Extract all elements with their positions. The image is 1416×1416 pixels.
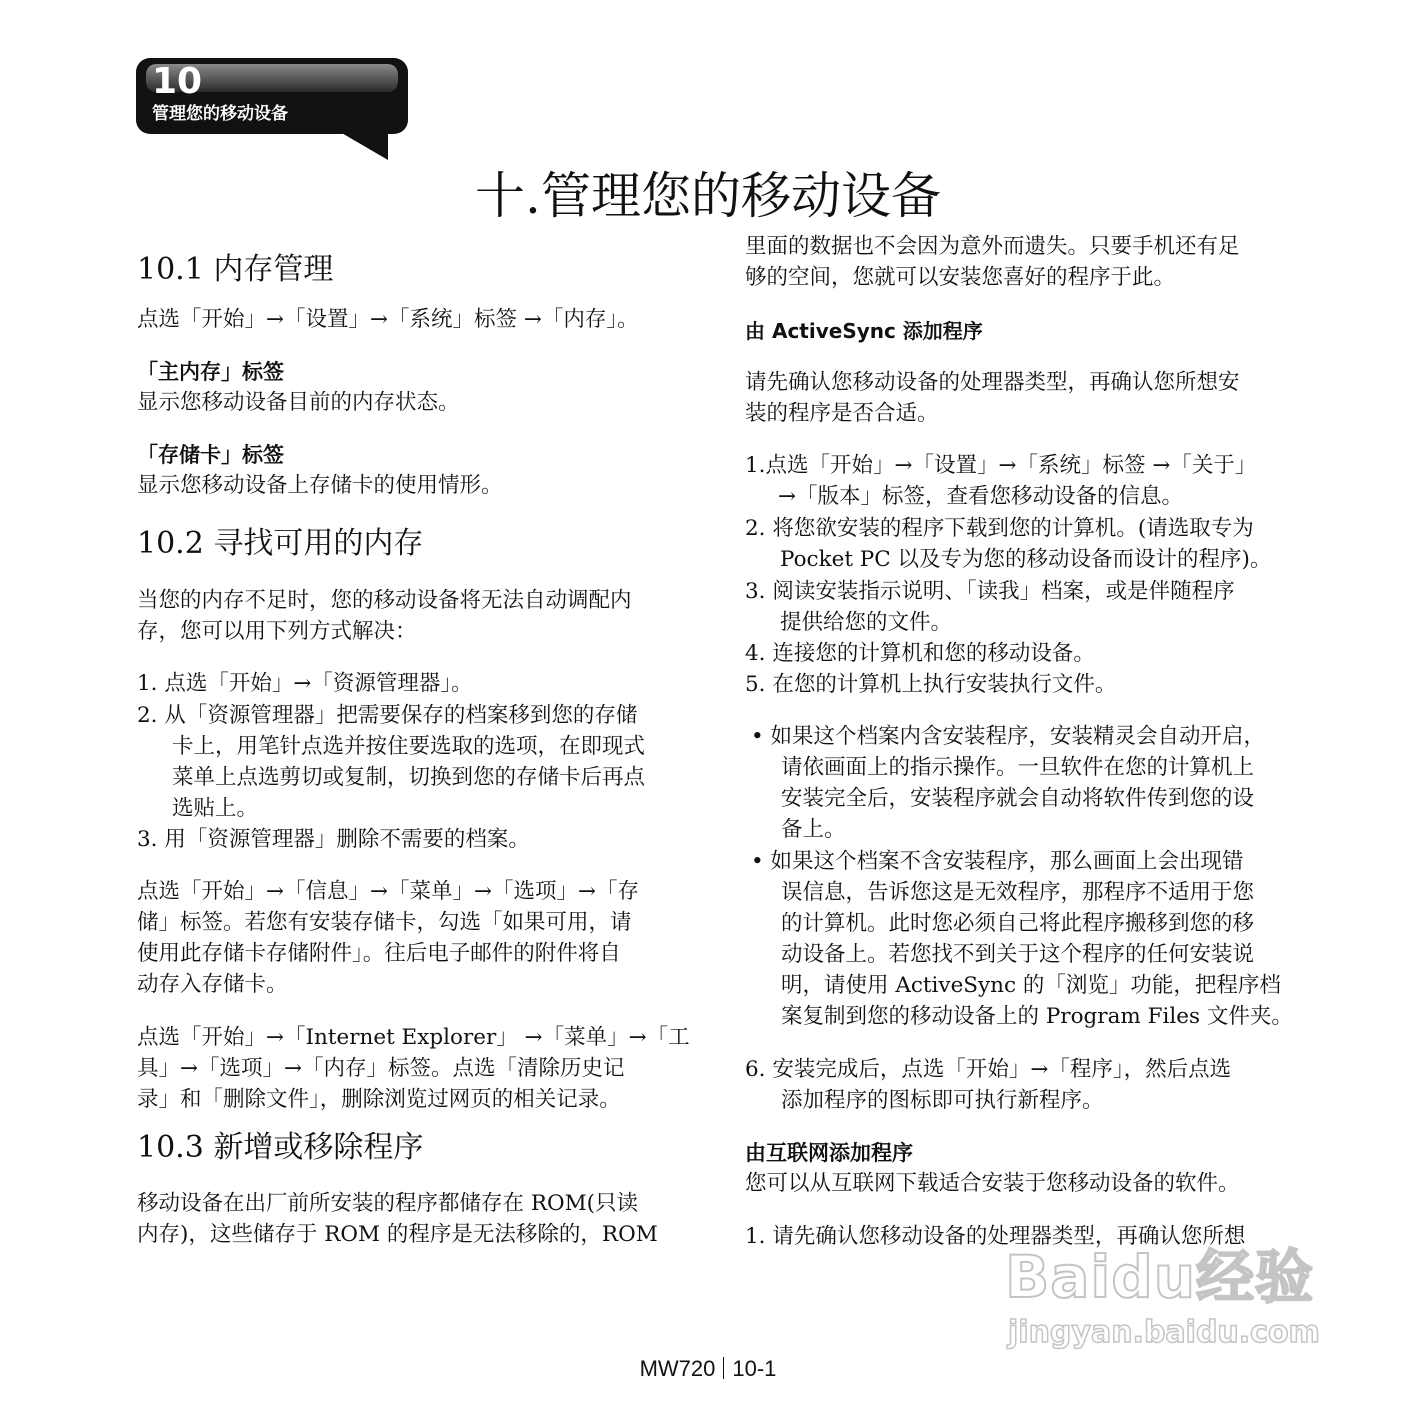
paragraph: 点选「开始」→「设置」→「系统」标签 →「内存」。	[137, 307, 639, 332]
list-item: 3. 阅读安装指示说明、「读我」档案，或是伴随程序	[745, 579, 1235, 604]
chapter-tab-tail	[340, 132, 388, 160]
list-item-cont: 选贴上。	[172, 796, 259, 821]
list-item-cont: →「版本」标签，查看您移动设备的信息。	[778, 484, 1184, 509]
footer-separator	[723, 1357, 724, 1379]
list-item: 2. 从「资源管理器」把需要保存的档案移到您的存储	[137, 703, 638, 728]
bullet-item-cont: 的计算机。此时您必须自己将此程序搬移到您的移	[781, 911, 1255, 936]
bullet-item-cont: 备上。	[781, 817, 846, 842]
page-title: 十.管理您的移动设备	[475, 167, 941, 225]
section-heading-10-2: 10.2 寻找可用的内存	[137, 526, 424, 561]
bullet-item-cont: 动设备上。若您找不到关于这个程序的任何安装说	[781, 942, 1255, 967]
list-item-cont: 卡上，用笔针点选并按住要选取的选项，在即现式	[172, 734, 646, 759]
list-item: 5. 在您的计算机上执行安装执行文件。	[745, 672, 1117, 697]
list-item: 2. 将您欲安装的程序下载到您的计算机。(请选取专为	[745, 516, 1254, 541]
watermark-logo: Baidu经验	[1005, 1243, 1315, 1311]
list-item-cont: 添加程序的图标即可执行新程序。	[781, 1088, 1104, 1113]
chapter-number: 10	[152, 61, 203, 102]
watermark-url: jingyan.baidu.com	[1008, 1315, 1320, 1350]
list-item-cont: Pocket PC 以及专为您的移动设备而设计的程序)。	[780, 547, 1272, 572]
chapter-tab-title: 管理您的移动设备	[152, 104, 288, 124]
subheading-internet: 由互联网添加程序	[745, 1141, 913, 1165]
bullet-item-cont: 明，请使用 ActiveSync 的「浏览」功能，把程序档	[781, 973, 1281, 998]
subheading-storage-card: 「存储卡」标签	[137, 443, 284, 467]
paragraph-line: 移动设备在出厂前所安装的程序都储存在 ROM(只读	[137, 1191, 639, 1216]
subheading-activesync: 由 ActiveSync 添加程序	[745, 319, 983, 343]
bullet-item-cont: 请依画面上的指示操作。一旦软件在您的计算机上	[781, 755, 1255, 780]
paragraph: 显示您移动设备目前的内存状态。	[137, 390, 460, 415]
bullet-item-cont: 案复制到您的移动设备上的 Program Files 文件夹。	[781, 1004, 1293, 1029]
list-item: 4. 连接您的计算机和您的移动设备。	[745, 641, 1095, 666]
paragraph-line: 动存入存储卡。	[137, 972, 288, 997]
bullet-item-cont: 安装完全后，安装程序就会自动将软件传到您的设	[781, 786, 1255, 811]
section-heading-10-1: 10.1 内存管理	[137, 252, 334, 287]
section-heading-10-3: 10.3 新增或移除程序	[137, 1130, 424, 1165]
paragraph-line: 点选「开始」→「Internet Explorer」 →「菜单」→「工	[137, 1025, 690, 1050]
page-footer	[0, 1356, 1416, 1382]
paragraph-line: 当您的内存不足时，您的移动设备将无法自动调配内	[137, 588, 632, 613]
paragraph-line: 里面的数据也不会因为意外而遗失。只要手机还有足	[745, 234, 1240, 259]
list-item: 1.点选「开始」→「设置」→「系统」标签 →「关于」	[745, 453, 1257, 478]
paragraph: 您可以从互联网下载适合安装于您移动设备的软件。	[745, 1171, 1240, 1196]
paragraph-line: 储」标签。若您有安装存储卡，勾选「如果可用，请	[137, 910, 632, 935]
paragraph-line: 点选「开始」→「信息」→「菜单」→「选项」→「存	[137, 879, 640, 904]
paragraph-line: 请先确认您移动设备的处理器类型，再确认您所想安	[745, 370, 1240, 395]
paragraph-line: 录」和「删除文件」，删除浏览过网页的相关记录。	[137, 1087, 621, 1112]
list-item: 6. 安装完成后，点选「开始」→「程序」，然后点选	[745, 1057, 1232, 1082]
paragraph-line: 具」→「选项」→「内存」标签。点选「清除历史记	[137, 1056, 625, 1081]
bullet-item-cont: 误信息，告诉您这是无效程序，那程序不适用于您	[781, 880, 1255, 905]
paragraph: 显示您移动设备上存储卡的使用情形。	[137, 473, 503, 498]
list-item-cont: 提供给您的文件。	[780, 610, 953, 635]
subheading-main-memory: 「主内存」标签	[137, 360, 284, 384]
list-item-cont: 菜单上点选剪切或复制，切换到您的存储卡后再点	[172, 765, 646, 790]
paragraph-line: 使用此存储卡存储附件」。往后电子邮件的附件将自	[137, 941, 621, 966]
bullet-item: • 如果这个档案不含安装程序，那么画面上会出现错	[751, 849, 1244, 874]
paragraph-line: 存，您可以用下列方式解决：	[137, 619, 417, 644]
paragraph-line: 内存)，这些储存于 ROM 的程序是无法移除的，ROM	[137, 1222, 658, 1247]
paragraph-line: 够的空间，您就可以安装您喜好的程序于此。	[745, 265, 1176, 290]
list-item: 1. 请先确认您移动设备的处理器类型，再确认您所想	[745, 1224, 1246, 1249]
footer-page-number: 10-1	[732, 1356, 777, 1381]
footer-model: MW720	[639, 1356, 716, 1381]
bullet-item: • 如果这个档案内含安装程序，安装精灵会自动开启，	[751, 724, 1266, 749]
paragraph-line: 装的程序是否合适。	[745, 401, 939, 426]
list-item: 3. 用「资源管理器」删除不需要的档案。	[137, 827, 530, 852]
list-item: 1. 点选「开始」→「资源管理器」。	[137, 671, 473, 696]
